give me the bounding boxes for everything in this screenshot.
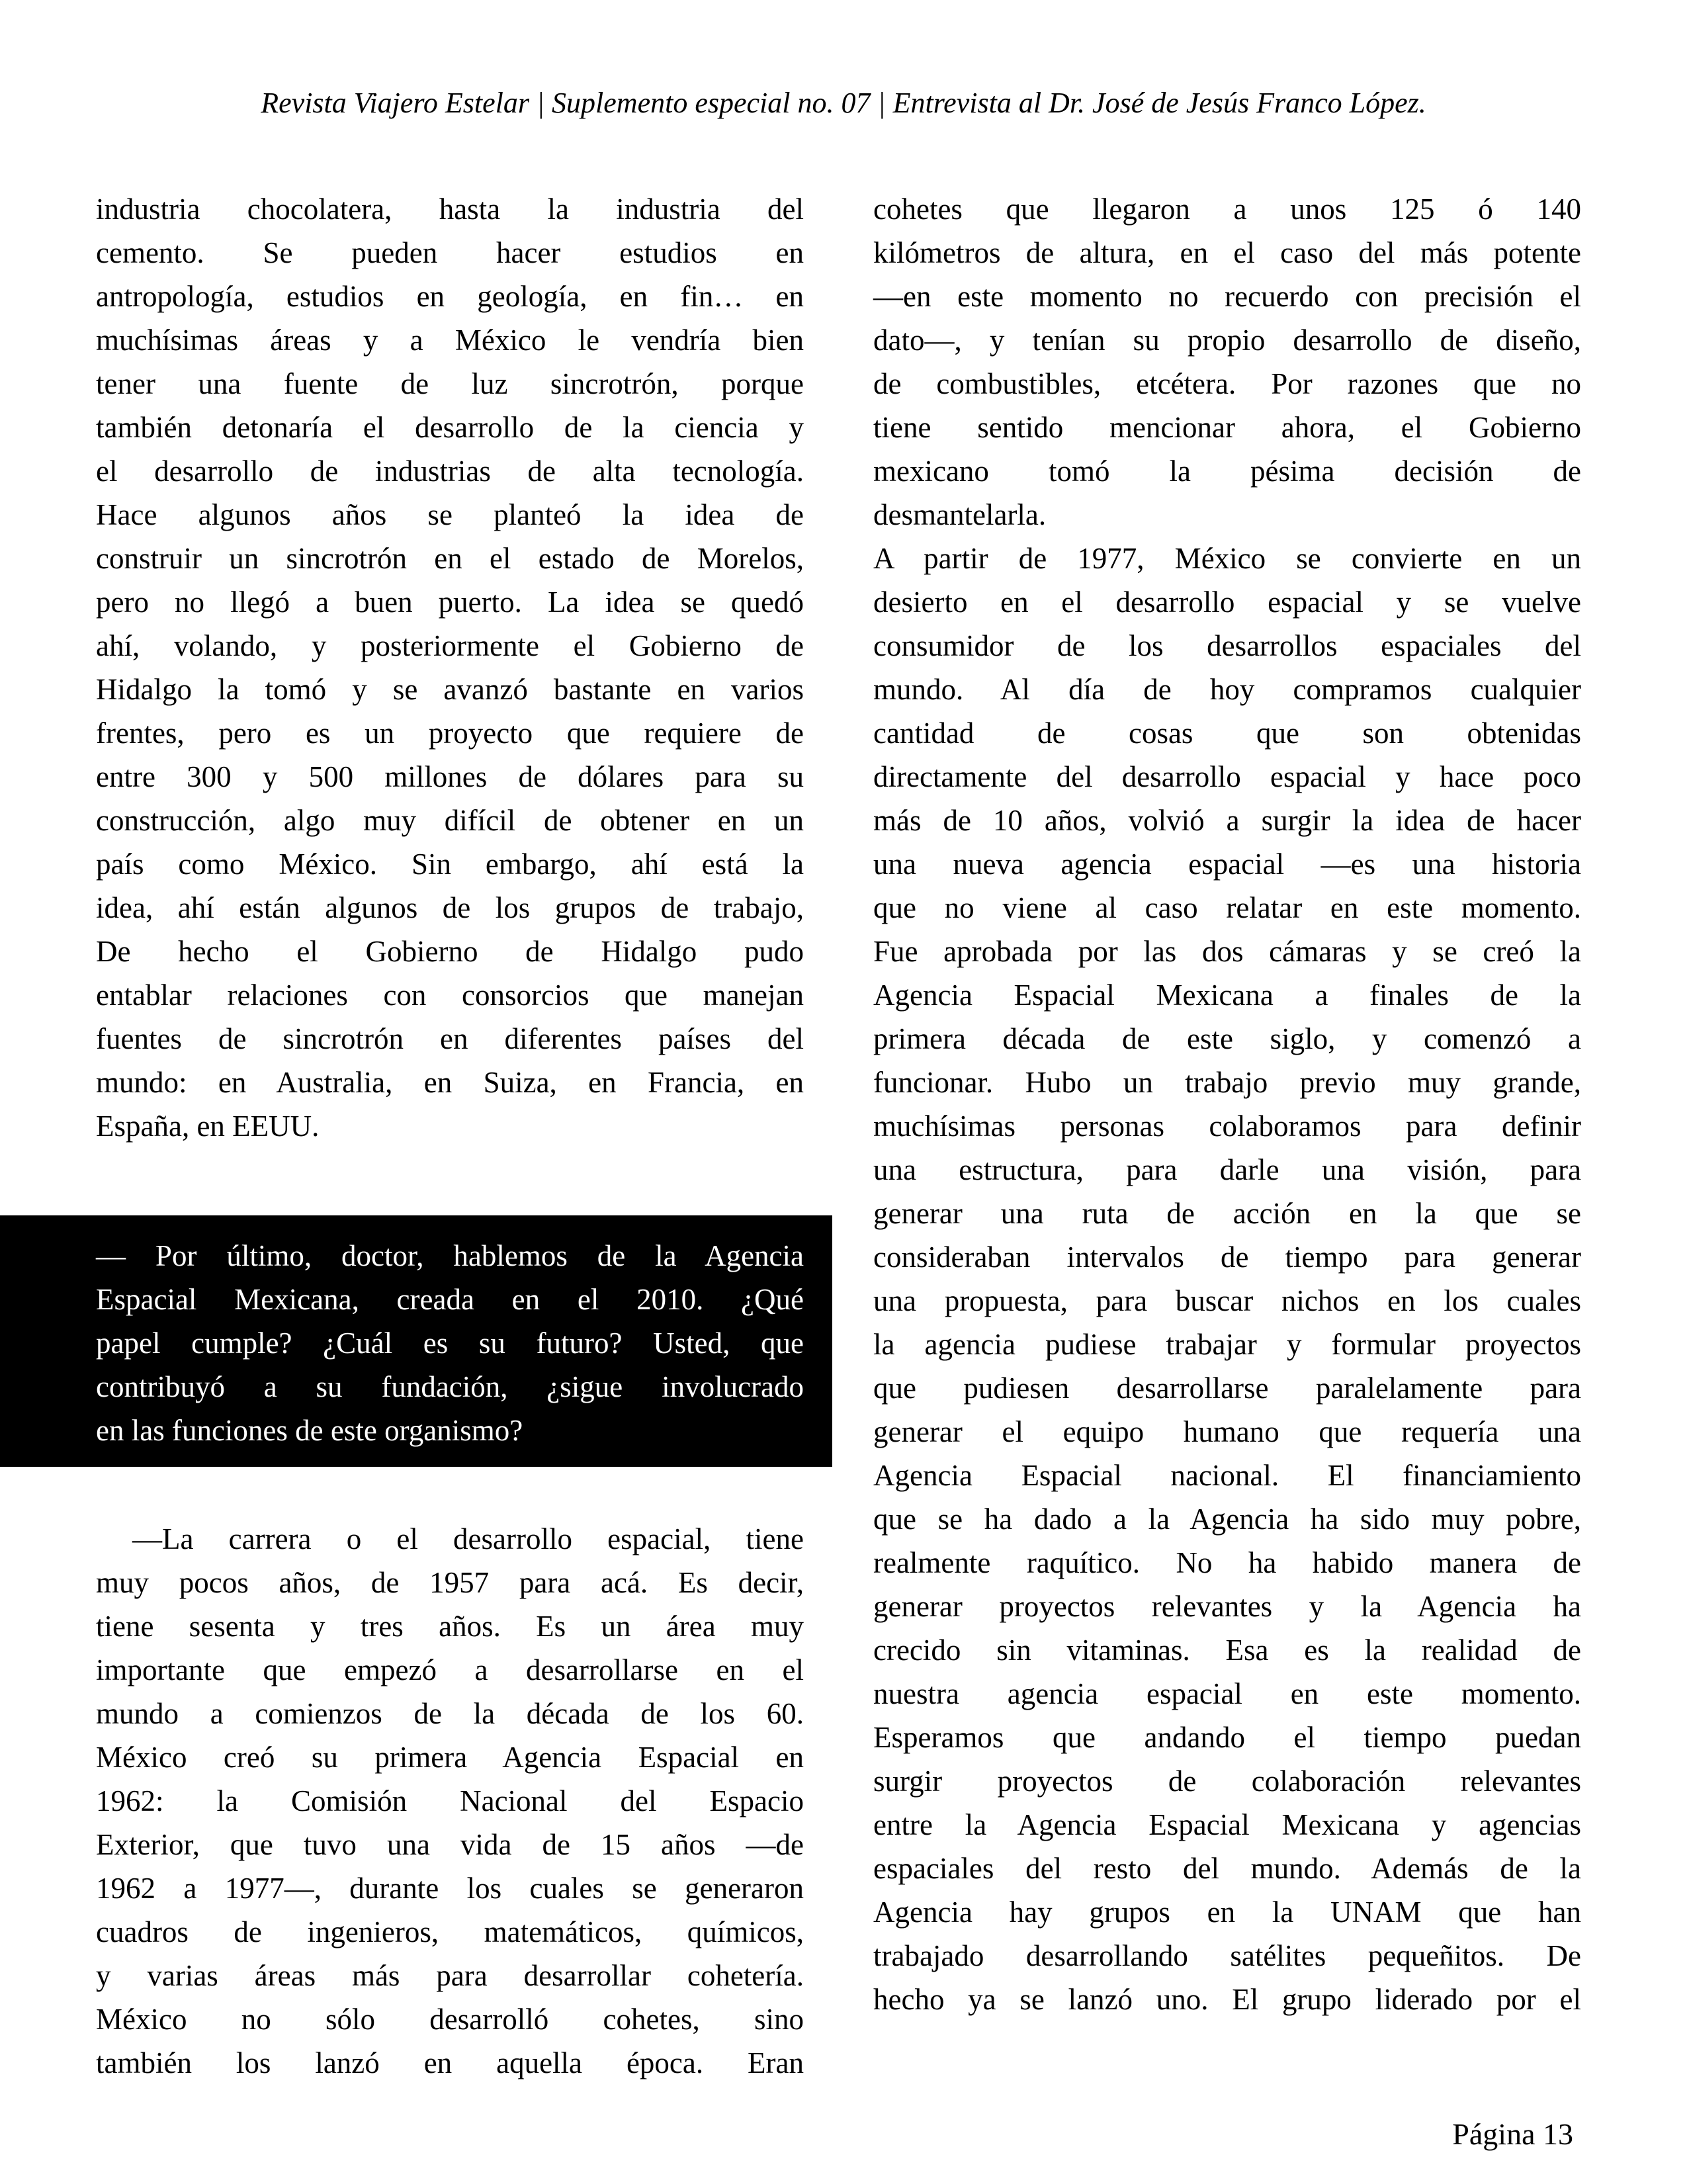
text-line: ahí, volando, y posteriormente el Gobierno de xyxy=(96,629,804,662)
paragraph xyxy=(96,1517,804,2085)
paragraph xyxy=(873,187,1581,537)
text-line: A partir de 1977, México se convierte en un xyxy=(873,542,1581,575)
text-line: funcionar. Hubo un trabajo previo muy grande, xyxy=(873,1066,1581,1099)
text-line: entre la Agencia Espacial Mexicana y agencias xyxy=(873,1808,1581,1841)
text-line: cuadros de ingenieros, matemáticos, químicos, xyxy=(96,1915,804,1948)
text-line: surgir proyectos de colaboración relevantes xyxy=(873,1765,1581,1798)
interview-question-highlight xyxy=(0,1215,832,1467)
text-line: crecido sin vitaminas. Esa es la realidad de xyxy=(873,1634,1581,1667)
text-line: tiene sentido mencionar ahora, el Gobierno xyxy=(873,411,1581,444)
text-line: importante que empezó a desarrollarse en el xyxy=(96,1653,804,1686)
text-line: — Por último, doctor, hablemos de la Agencia xyxy=(96,1239,804,1272)
right-column xyxy=(873,187,1581,2021)
text-line: generar el equipo humano que requería una xyxy=(873,1415,1581,1448)
text-line: que se ha dado a la Agencia ha sido muy pobre, xyxy=(873,1503,1581,1536)
text-line: hecho ya se lanzó uno. El grupo liderado por el xyxy=(873,1983,1581,2016)
paragraph xyxy=(96,187,804,1148)
text-line: consideraban intervalos de tiempo para generar xyxy=(873,1241,1581,1274)
text-line: frentes, pero es un proyecto que requiere de xyxy=(96,717,804,750)
text-line: trabajado desarrollando satélites pequeñitos. De xyxy=(873,1939,1581,1972)
text-line: antropología, estudios en geología, en fin… en xyxy=(96,280,804,313)
text-line: Agencia Espacial nacional. El financiamiento xyxy=(873,1459,1581,1492)
text-line: Hidalgo la tomó y se avanzó bastante en varios xyxy=(96,673,804,706)
text-line: fuentes de sincrotrón en diferentes países del xyxy=(96,1022,804,1055)
text-line: desmantelarla. xyxy=(873,498,1047,531)
text-line: Agencia Espacial Mexicana a finales de la xyxy=(873,979,1581,1012)
text-line: y varias áreas más para desarrollar cohetería. xyxy=(96,1959,804,1992)
text-line: mundo. Al día de hoy compramos cualquier xyxy=(873,673,1581,706)
text-line: la agencia pudiese trabajar y formular proyectos xyxy=(873,1328,1581,1361)
text-line: muchísimas personas colaboramos para definir xyxy=(873,1110,1581,1143)
text-line: primera década de este siglo, y comenzó a xyxy=(873,1022,1581,1055)
text-line: —La carrera o el desarrollo espacial, tiene xyxy=(132,1522,804,1555)
running-header: Revista Viajero Estelar | Suplemento especial no. 07 | Entrevista al Dr. José de Jesús Franco López. xyxy=(261,87,1426,119)
text-line: una propuesta, para buscar nichos en los cuales xyxy=(873,1284,1581,1317)
text-line: cantidad de cosas que son obtenidas xyxy=(873,717,1581,750)
text-line: tener una fuente de luz sincrotrón, porque xyxy=(96,367,804,400)
text-line: dato—, y tenían su propio desarrollo de diseño, xyxy=(873,324,1581,357)
text-line: espaciales del resto del mundo. Además de la xyxy=(873,1852,1581,1885)
text-line: mundo a comienzos de la década de los 60. xyxy=(96,1697,804,1730)
text-line: también detonaría el desarrollo de la ciencia y xyxy=(96,411,804,444)
text-line: Esperamos que andando el tiempo puedan xyxy=(873,1721,1581,1754)
text-line: México no sólo desarrolló cohetes, sino xyxy=(96,2003,804,2036)
text-line: 1962: la Comisión Nacional del Espacio xyxy=(96,1784,804,1817)
text-line: España, en EEUU. xyxy=(96,1110,320,1143)
text-line: cohetes que llegaron a unos 125 ó 140 xyxy=(873,193,1581,226)
left-column xyxy=(96,187,804,2085)
text-line: que no viene al caso relatar en este momento. xyxy=(873,891,1581,924)
text-line: más de 10 años, volvió a surgir la idea de hacer xyxy=(873,804,1581,837)
text-line: Espacial Mexicana, creada en el 2010. ¿Qué xyxy=(96,1283,804,1316)
text-line: Exterior, que tuvo una vida de 15 años —de xyxy=(96,1828,804,1861)
text-line: construcción, algo muy difícil de obtener en un xyxy=(96,804,804,837)
text-line: cemento. Se pueden hacer estudios en xyxy=(96,236,804,269)
text-line: tiene sesenta y tres años. Es un área muy xyxy=(96,1610,804,1643)
text-line: una nueva agencia espacial —es una historia xyxy=(873,848,1581,881)
text-line: que pudiesen desarrollarse paralelamente para xyxy=(873,1372,1581,1405)
text-line: papel cumple? ¿Cuál es su futuro? Usted, que xyxy=(96,1327,804,1360)
text-line: entre 300 y 500 millones de dólares para su xyxy=(96,760,804,793)
text-line: —en este momento no recuerdo con precisión el xyxy=(873,280,1581,313)
text-line: desierto en el desarrollo espacial y se vuelve xyxy=(873,586,1581,619)
text-line: industria chocolatera, hasta la industria del xyxy=(96,193,804,226)
text-line: mexicano tomó la pésima decisión de xyxy=(873,455,1581,488)
text-line: en las funciones de este organismo? xyxy=(96,1414,523,1447)
text-line: kilómetros de altura, en el caso del más potente xyxy=(873,236,1581,269)
text-line: Agencia hay grupos en la UNAM que han xyxy=(873,1896,1581,1929)
text-line: directamente del desarrollo espacial y hace poco xyxy=(873,760,1581,793)
text-line: país como México. Sin embargo, ahí está la xyxy=(96,848,804,881)
text-line: nuestra agencia espacial en este momento. xyxy=(873,1677,1581,1710)
text-line: generar proyectos relevantes y la Agencia ha xyxy=(873,1590,1581,1623)
text-line: el desarrollo de industrias de alta tecnología. xyxy=(96,455,804,488)
text-line: México creó su primera Agencia Espacial en xyxy=(96,1741,804,1774)
text-line: Hace algunos años se planteó la idea de xyxy=(96,498,804,531)
text-line: pero no llegó a buen puerto. La idea se quedó xyxy=(96,586,804,619)
text-line: consumidor de los desarrollos espaciales del xyxy=(873,629,1581,662)
text-line: contribuyó a su fundación, ¿sigue involucrado xyxy=(96,1370,804,1403)
text-line: De hecho el Gobierno de Hidalgo pudo xyxy=(96,935,804,968)
text-line: muy pocos años, de 1957 para acá. Es decir, xyxy=(96,1566,804,1599)
text-line: Fue aprobada por las dos cámaras y se creó la xyxy=(873,935,1581,968)
text-line: una estructura, para darle una visión, para xyxy=(873,1153,1581,1186)
text-line: generar una ruta de acción en la que se xyxy=(873,1197,1581,1230)
text-line: realmente raquítico. No ha habido manera de xyxy=(873,1546,1581,1579)
text-line: también los lanzó en aquella época. Eran xyxy=(96,2046,804,2079)
text-line: de combustibles, etcétera. Por razones que no xyxy=(873,367,1581,400)
page-number: Página 13 xyxy=(1452,2117,1573,2151)
text-line: 1962 a 1977—, durante los cuales se generaron xyxy=(96,1872,804,1905)
text-line: mundo: en Australia, en Suiza, en Francia, en xyxy=(96,1066,804,1099)
text-line: construir un sincrotrón en el estado de Morelos, xyxy=(96,542,804,575)
text-line: idea, ahí están algunos de los grupos de trabajo, xyxy=(96,891,804,924)
text-line: entablar relaciones con consorcios que manejan xyxy=(96,979,804,1012)
paragraph xyxy=(873,537,1581,2021)
text-line: muchísimas áreas y a México le vendría bien xyxy=(96,324,804,357)
